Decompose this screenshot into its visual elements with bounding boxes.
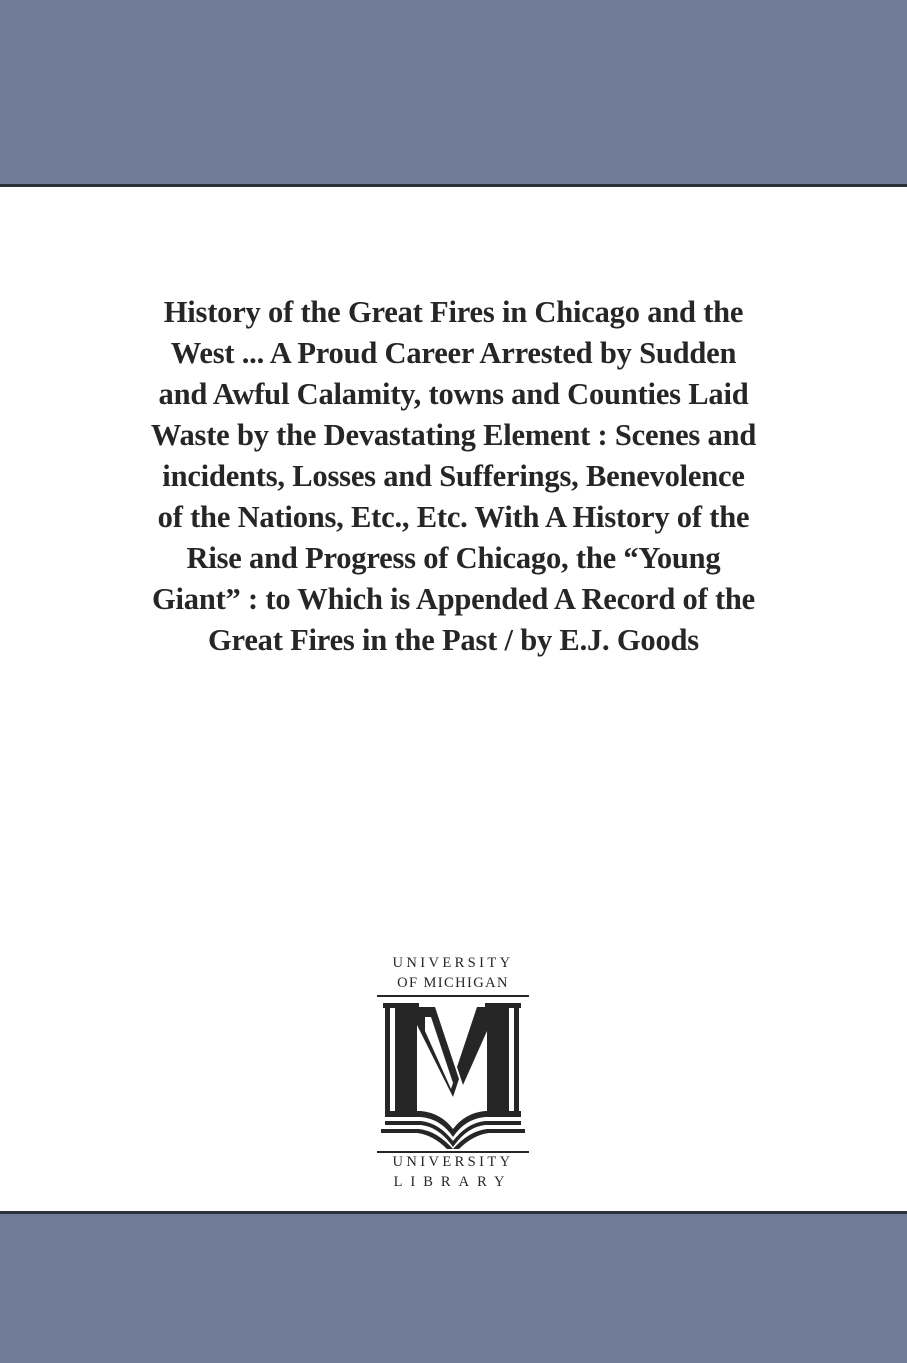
university-library-logo [377,955,529,1195]
cover-page [0,187,907,1211]
logo-rule-top [377,995,529,997]
bottom-color-band [0,1211,907,1363]
logo-text-of-michigan: OF MICHIGAN [397,975,509,991]
book-title: History of the Great Fires in Chicago and the West ... A Proud Career Arrested by Sudden and Awful Calamity, towns and Counties Laid Waste by the Devastating Element : Scenes and incidents, Losses and Sufferings, Benevolence of the Nations, Etc., Etc. With A History of the Rise and Progress of Chicago, the “Young Giant” : to Which is Appended A Record of the Great Fires in the Past / by E.J. Goods [150,295,757,657]
logo-text-university-bottom: UNIVERSITY [392,1154,514,1170]
university-of-michigan-library-emblem-icon [381,1001,525,1149]
logo-text-university-top: UNIVERSITY [392,955,514,971]
logo-text-library: LIBRARY [393,1174,513,1190]
top-color-band [0,0,907,187]
logo-rule-bottom [377,1151,529,1153]
